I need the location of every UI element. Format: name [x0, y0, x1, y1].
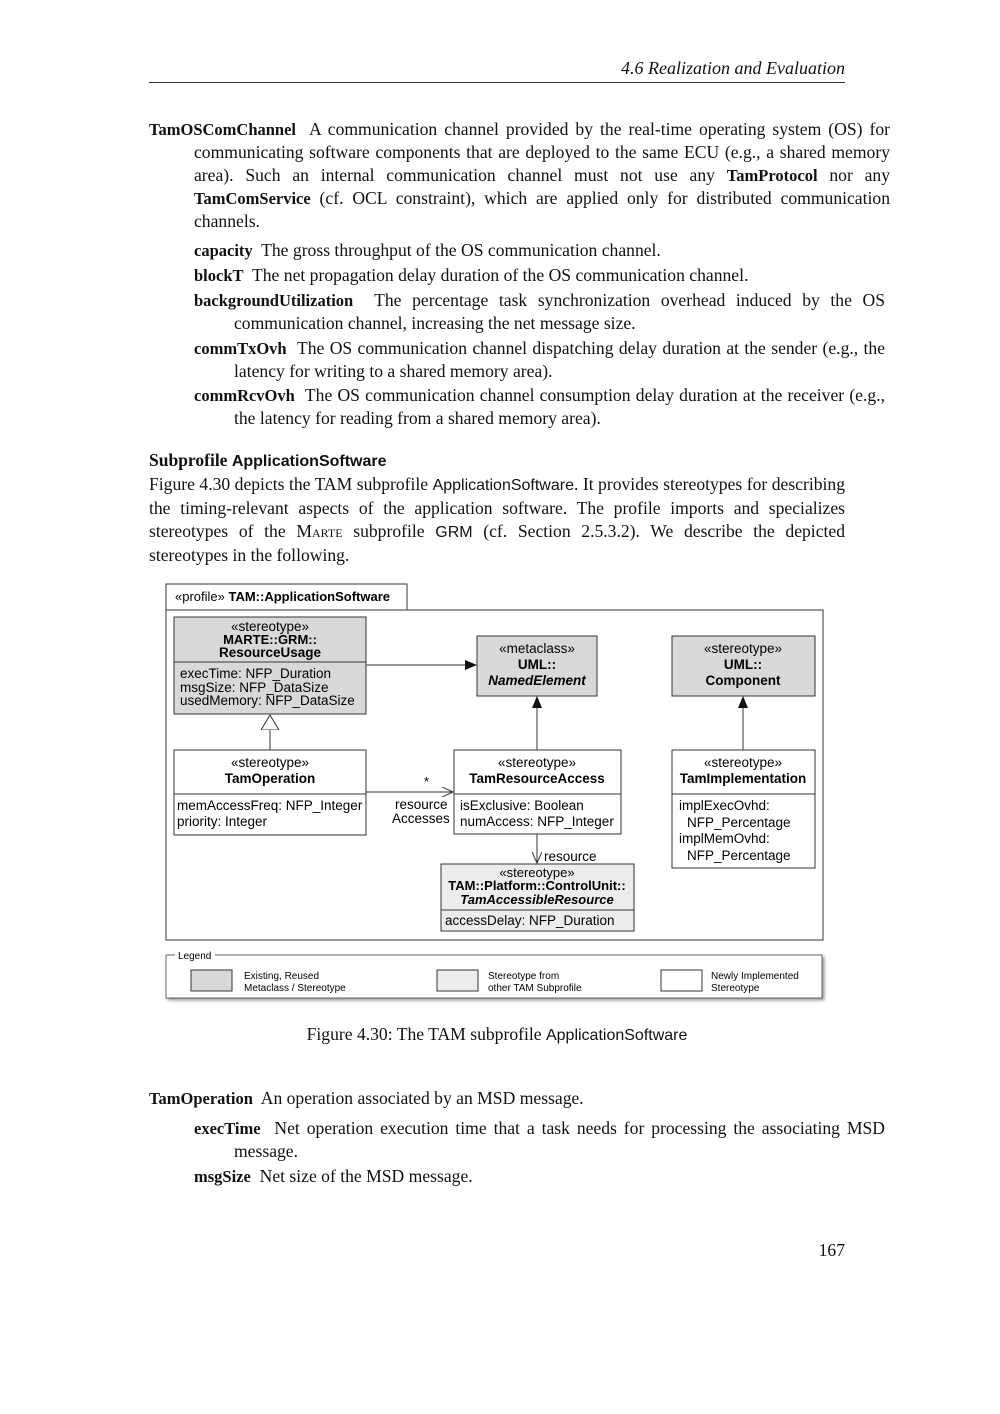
class-tam-operation — [174, 750, 366, 835]
svg-text:«stereotype»: «stereotype» — [230, 755, 310, 770]
entry-exectime: execTime Net operation execution time that a task needs for processing the associating MSD message. — [194, 1118, 885, 1161]
class-tam-implementation — [672, 750, 815, 868]
entry-blockt: blockT The net propagation delay duration of the OS communication channel. — [194, 265, 749, 285]
entry-tam-operation: TamOperation An operation associated by an MSD message. — [149, 1088, 584, 1108]
svg-text:NFP_Percentage: NFP_Percentage — [687, 848, 791, 863]
svg-text:«metaclass»: «metaclass» — [499, 641, 575, 656]
subprofile-paragraph: Figure 4.30 depicts the TAM subprofile ApplicationSoftware. It provides stereotypes for describing the timing-relevant aspects of the application software. The profile imports and specializes stereotypes of the Marte subprofile GRM (cf. Section 2.5.3.2). We describe the depicted stereotypes in the following. — [149, 474, 845, 565]
class-named-element — [477, 636, 597, 696]
svg-text:accessDelay: NFP_Duration: accessDelay: NFP_Duration — [445, 913, 615, 928]
svg-text:priority: Integer: priority: Integer — [177, 814, 268, 829]
svg-text:Stereotype from: Stereotype from — [488, 971, 560, 982]
entry-tam-os-com-channel: TamOSComChannel A communication channel provided by the real-time operating system (OS) for communicating software components that are deployed to the same ECU (e.g., a shared memory area). Such an internal communication channel must not use any TamProtocol nor any TamComService (cf. OCL constraint), which are applied only for distributed communication channels. — [149, 119, 890, 231]
legend — [166, 949, 822, 998]
running-head: 4.6 Realization and Evaluation — [149, 58, 845, 83]
multiplicity-label: * — [424, 774, 430, 789]
entry-msgsize: msgSize Net size of the MSD message. — [194, 1166, 473, 1186]
svg-text:MARTE::GRM::: MARTE::GRM:: — [223, 632, 317, 647]
svg-text:Newly Implemented: Newly Implemented — [711, 971, 799, 982]
page-number: 167 — [818, 1240, 845, 1260]
svg-text:Stereotype: Stereotype — [711, 983, 760, 994]
svg-text:Existing, Reused: Existing, Reused — [244, 971, 320, 982]
svg-text:UML::: UML:: — [723, 657, 763, 672]
figure-caption: Figure 4.30: The TAM subprofile ApplicationSoftware — [306, 1024, 688, 1044]
svg-text:NFP_Percentage: NFP_Percentage — [687, 815, 791, 830]
class-resource-usage — [174, 617, 366, 714]
legend-swatch-new — [661, 970, 702, 991]
term: TamOSComChannel — [149, 120, 297, 139]
svg-text:msgSize: NFP_DataSize: msgSize: NFP_DataSize — [180, 680, 329, 695]
svg-text:other TAM Subprofile: other TAM Subprofile — [488, 983, 582, 994]
svg-text:numAccess: NFP_Integer: numAccess: NFP_Integer — [460, 814, 614, 829]
class-component — [672, 636, 815, 696]
svg-text:TamAccessibleResource: TamAccessibleResource — [460, 892, 614, 907]
entry-commtxovh: commTxOvh The OS communication channel dispatching delay duration at the sender (e.g., the latency for writing to a shared memory area). — [194, 338, 886, 381]
svg-text:memAccessFreq: NFP_Integer: memAccessFreq: NFP_Integer — [177, 798, 363, 813]
svg-text:TamImplementation: TamImplementation — [679, 771, 807, 786]
svg-text:NamedElement: NamedElement — [488, 673, 586, 688]
svg-text:«stereotype»: «stereotype» — [230, 619, 310, 634]
role-label-resource-2: resource — [544, 849, 597, 864]
svg-text:implExecOvhd:: implExecOvhd: — [679, 798, 770, 813]
legend-swatch-other — [437, 970, 478, 991]
svg-text:«stereotype»: «stereotype» — [499, 865, 575, 880]
class-tam-accessible-resource — [441, 864, 634, 931]
svg-text:«stereotype»: «stereotype» — [703, 641, 783, 656]
entry-commrcvovh: commRcvOvh The OS communication channel consumption delay duration at the receiver (e.g., the latency for reading from a shared memory area). — [194, 385, 885, 428]
entry-background-utilization: backgroundUtilization The percentage task synchronization overhead induced by the OS communication channel, increasing the net message size. — [194, 290, 885, 333]
svg-text:«stereotype»: «stereotype» — [703, 755, 783, 770]
svg-text:Component: Component — [705, 673, 781, 688]
class-tam-resource-access — [454, 750, 621, 834]
svg-text:Legend: Legend — [178, 951, 212, 962]
entry-capacity: capacity The gross throughput of the OS communication channel. — [194, 240, 661, 260]
svg-text:ResourceUsage: ResourceUsage — [218, 645, 322, 660]
svg-text:TAM::Platform::ControlUnit::: TAM::Platform::ControlUnit:: — [448, 878, 626, 893]
svg-text:TamResourceAccess: TamResourceAccess — [469, 771, 605, 786]
legend-swatch-reused — [191, 970, 232, 991]
svg-text:«stereotype»: «stereotype» — [497, 755, 577, 770]
svg-text:usedMemory: NFP_DataSize: usedMemory: NFP_DataSize — [180, 693, 355, 708]
profile-tab-label: «profile» TAM::ApplicationSoftware — [175, 589, 391, 604]
svg-text:UML::: UML:: — [517, 657, 557, 672]
svg-text:execTime: NFP_Duration: execTime: NFP_Duration — [180, 666, 332, 681]
svg-text:implMemOvhd:: implMemOvhd: — [679, 831, 770, 846]
svg-text:TamOperation: TamOperation — [224, 771, 316, 786]
role-label-accesses: Accesses — [392, 811, 450, 826]
svg-text:isExclusive: Boolean: isExclusive: Boolean — [460, 798, 584, 813]
role-label-resource: resource — [395, 797, 448, 812]
section-heading: Subprofile ApplicationSoftware — [149, 450, 387, 470]
svg-text:Metaclass / Stereotype: Metaclass / Stereotype — [244, 983, 346, 994]
